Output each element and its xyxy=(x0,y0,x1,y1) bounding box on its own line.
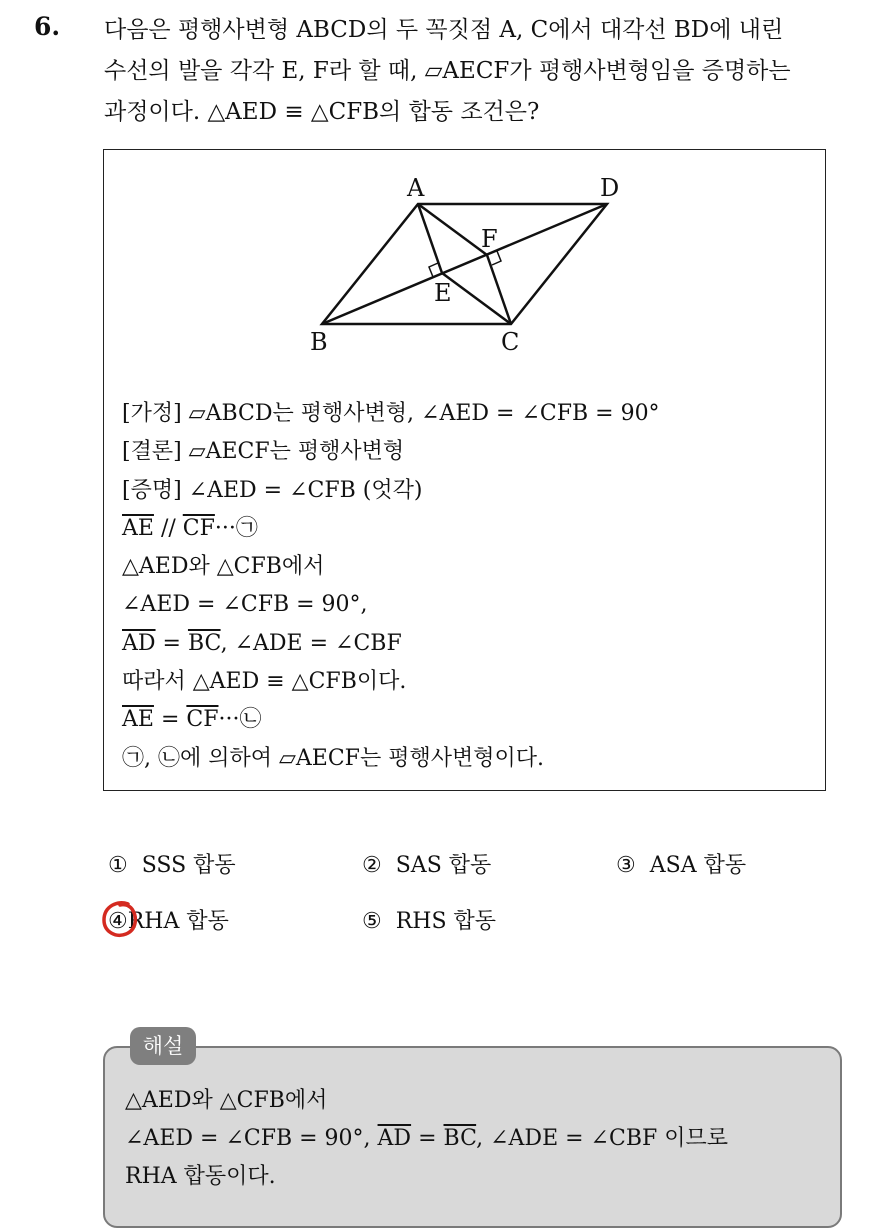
equals-sign: = xyxy=(153,707,187,733)
solution-angle-tail: , ∠ADE = ∠CBF 이므로 xyxy=(476,1126,728,1151)
equals-sign: = xyxy=(155,630,188,656)
proof-box xyxy=(103,149,826,791)
proof-line: ㉠, ㉡에 의하여 ▱AECF는 평행사변형이다. xyxy=(122,745,544,771)
proof-line-parallel xyxy=(122,510,812,548)
choice-2[interactable] xyxy=(362,848,491,879)
choice-4[interactable] xyxy=(108,904,229,935)
label-b: B xyxy=(310,328,328,356)
label-e: E xyxy=(434,279,452,307)
solution-line xyxy=(125,1120,825,1158)
proof-line: [가정] ▱ABCD는 평행사변형, ∠AED = ∠CFB = 90° xyxy=(122,401,660,426)
label-a: A xyxy=(407,174,425,202)
solution-line: RHA 합동이다. xyxy=(125,1164,276,1189)
segment-ae-text: $\overline{AE}$ xyxy=(122,515,154,541)
choice-text: SAS 합동 xyxy=(395,853,492,878)
parallel-sign: // xyxy=(153,515,183,541)
proof-line: [결론] ▱AECF는 평행사변형 xyxy=(122,439,405,465)
marker-2: ···㉡ xyxy=(218,707,262,733)
choice-number: ① xyxy=(108,853,128,878)
choice-text: SSS 합동 xyxy=(141,853,236,878)
solution-tag: 해설 xyxy=(130,1027,196,1065)
choice-number: ③ xyxy=(616,853,636,878)
choice-text: RHS 합동 xyxy=(395,909,497,934)
segment-cf-text: $\overline{CF}$ xyxy=(182,515,215,541)
solution-angles: ∠AED = ∠CFB = 90°, xyxy=(125,1126,378,1151)
proof-line: △AED와 △CFB에서 xyxy=(122,554,325,580)
proof-line-equal xyxy=(122,701,812,739)
question-line: 수선의 발을 각각 E, F라 할 때, ▱AECF가 평행사변형임을 증명하는 xyxy=(104,58,791,84)
choice-number: ② xyxy=(362,853,382,878)
proof-line: ∠AED = ∠CFB = 90°, xyxy=(122,592,368,618)
proof-line: 따라서 △AED ≡ △CFB이다. xyxy=(122,669,407,695)
proof-line-sides xyxy=(122,625,812,663)
choice-number: ⑤ xyxy=(362,909,382,934)
segment-ad-text: $\overline{AD}$ xyxy=(122,630,156,656)
segment-af xyxy=(418,204,487,255)
choice-3[interactable] xyxy=(616,848,746,879)
segment-ad-text: $\overline{AD}$ xyxy=(377,1126,412,1151)
solution-box xyxy=(103,1046,842,1228)
question-text xyxy=(104,10,864,133)
question-line: 과정이다. △AED ≡ △CFB의 합동 조건은? xyxy=(104,99,540,125)
proof-text xyxy=(122,395,812,778)
choice-5[interactable] xyxy=(362,904,496,935)
segment-bc-text: $\overline{BC}$ xyxy=(187,630,221,656)
question-number: 6. xyxy=(34,12,61,41)
parallelogram-figure xyxy=(104,150,824,390)
choice-text: RHA 합동 xyxy=(127,909,229,934)
choice-number: ④ xyxy=(108,909,128,934)
marker-1: ···㉠ xyxy=(214,515,258,541)
segment-ce xyxy=(442,273,511,324)
equals-sign: = xyxy=(411,1126,444,1151)
label-f: F xyxy=(481,225,498,253)
label-d: D xyxy=(600,174,620,202)
proof-line: [증명] ∠AED = ∠CFB (엇각) xyxy=(122,477,423,503)
solution-text xyxy=(125,1082,825,1196)
choice-text: ASA 합동 xyxy=(649,853,747,878)
question-line: 다음은 평행사변형 ABCD의 두 꼭짓점 A, C에서 대각선 BD에 내린 xyxy=(104,17,784,43)
label-c: C xyxy=(501,328,520,356)
solution-line: △AED와 △CFB에서 xyxy=(125,1088,328,1113)
segment-cf-text: $\overline{CF}$ xyxy=(186,707,219,733)
diagonal-bd xyxy=(322,204,607,324)
segment-ae-text: $\overline{AE}$ xyxy=(122,707,154,733)
segment-bc-text: $\overline{BC}$ xyxy=(443,1126,477,1151)
answer-circle-mark-icon xyxy=(98,898,142,942)
choice-1[interactable] xyxy=(108,848,236,879)
angle-equality: , ∠ADE = ∠CBF xyxy=(220,630,402,656)
